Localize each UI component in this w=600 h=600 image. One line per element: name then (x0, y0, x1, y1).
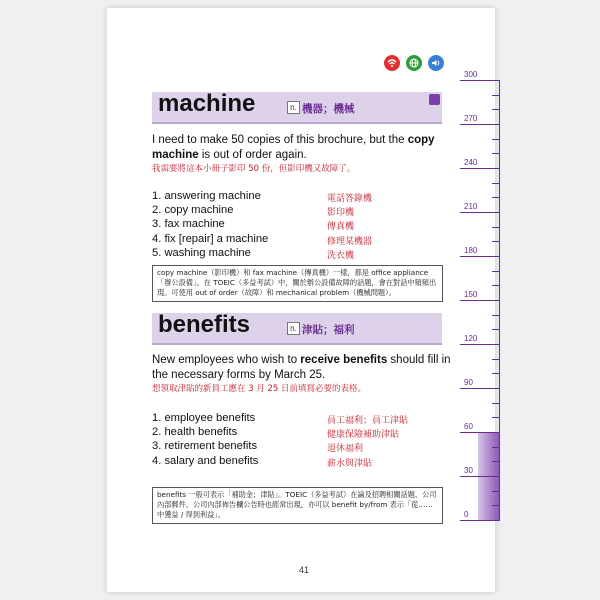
gauge-minor-tick (492, 285, 500, 286)
gauge-minor-tick (492, 183, 500, 184)
gauge-minor-tick (492, 417, 500, 418)
headword: benefits (158, 311, 251, 338)
gauge-tick (460, 432, 500, 433)
list-item: 2. copy machine 影印機 (152, 204, 355, 219)
gauge-tick (460, 388, 500, 389)
gauge-tick-label: 30 (464, 466, 473, 475)
gauge-tick (460, 344, 500, 345)
gauge-minor-tick (492, 197, 500, 198)
gauge-minor-tick (492, 461, 500, 462)
gauge-minor-tick (492, 139, 500, 140)
gauge-tick-label: 270 (464, 114, 478, 123)
progress-gauge (460, 70, 500, 520)
gauge-minor-tick (492, 505, 500, 506)
gauge-tick (460, 520, 500, 521)
gauge-minor-tick (492, 227, 500, 228)
gauge-tick (460, 212, 500, 213)
gauge-minor-tick (492, 271, 500, 272)
gauge-tick-label: 90 (464, 378, 473, 387)
headword-meaning: 機器；機械 (302, 103, 355, 115)
example-translation: 我需要將這本小冊子影印 50 份，但影印機又故障了。 (152, 164, 356, 174)
gauge-minor-tick (492, 329, 500, 330)
list-item: 1. answering machine 電話答錄機 (152, 190, 373, 204)
list-item: 3. fax machine 傳真機 (152, 218, 355, 233)
gauge-tick-label: 300 (464, 70, 478, 79)
gauge-minor-tick (492, 403, 500, 404)
gauge-minor-tick (492, 315, 500, 316)
gauge-tick-label: 210 (464, 202, 478, 211)
gauge-tick-label: 60 (464, 422, 473, 431)
phrase-list-machine (152, 190, 442, 261)
list-item: 1. employee benefits 員工福利；員工津貼 (152, 412, 409, 426)
list-item: 4. fix [repair] a machine 修理某機器 (152, 232, 373, 247)
headword-bar-machine (152, 92, 442, 124)
usage-note: copy machine（影印機）和 fax machine（傳真機）一樣，都是 office appliance「辦公設備」。在 TOEIC（多益考試）中，關於辦公設備故障的話題，會在對話中頻頻出現。可使用 out of order（故障）和 mechanical problem（機械問題）。 (152, 265, 443, 302)
list-item: 3. retirement benefits 退休福利 (152, 440, 364, 455)
example-translation: 想領取津貼的新員工應在 3 月 25 日前填寫必要的表格。 (152, 384, 367, 394)
speaker-icon[interactable] (428, 55, 444, 71)
list-item: 4. salary and benefits 薪水與津貼 (152, 454, 373, 469)
usage-note: benefits 一般可表示「補助金；津貼」。TOEIC（多益考試）在論及招聘相關話題、公司內部郵件、公司內部佈告欄公告時也經常出現，亦可以 benefit by/from 表示「從……中獲益 / 得到利益」。 (152, 487, 443, 524)
gauge-minor-tick (492, 241, 500, 242)
example-sentence: I need to make 50 copies of this brochure, but the copy machine is out of order again. (152, 134, 435, 161)
list-item: 5. washing machine 洗衣機 (152, 246, 355, 261)
gauge-minor-tick (492, 153, 500, 154)
pos-tag: n. (287, 101, 300, 114)
phrase-list-benefits (152, 412, 442, 469)
gauge-tick (460, 300, 500, 301)
gauge-minor-tick (492, 95, 500, 96)
gauge-tick (460, 80, 500, 81)
pos-tag: n. (287, 322, 300, 335)
page-number: 41 (299, 565, 310, 575)
gauge-tick-label: 120 (464, 334, 478, 343)
audio-icon-group (384, 55, 444, 71)
list-item: 2. health benefits 健康保險補助津貼 (152, 426, 400, 441)
gauge-minor-tick (492, 109, 500, 110)
headword-meaning: 津貼；福利 (302, 324, 355, 336)
gauge-tick (460, 476, 500, 477)
bookmark-icon[interactable] (429, 94, 440, 105)
gauge-tick-label: 240 (464, 158, 478, 167)
gauge-tick-label: 0 (464, 510, 469, 519)
gauge-minor-tick (492, 447, 500, 448)
gauge-tick (460, 168, 500, 169)
gauge-tick (460, 256, 500, 257)
gauge-minor-tick (492, 359, 500, 360)
gauge-minor-tick (492, 491, 500, 492)
gauge-tick-label: 180 (464, 246, 478, 255)
gauge-minor-tick (492, 373, 500, 374)
headword-bar-benefits (152, 313, 442, 345)
headword: machine (158, 90, 256, 117)
wifi-audio-icon[interactable] (384, 55, 400, 71)
gauge-tick-label: 150 (464, 290, 478, 299)
gauge-tick (460, 124, 500, 125)
example-sentence: New employees who wish to receive benefits should fill in the necessary forms by March 25. (152, 354, 451, 381)
globe-icon[interactable] (406, 55, 422, 71)
